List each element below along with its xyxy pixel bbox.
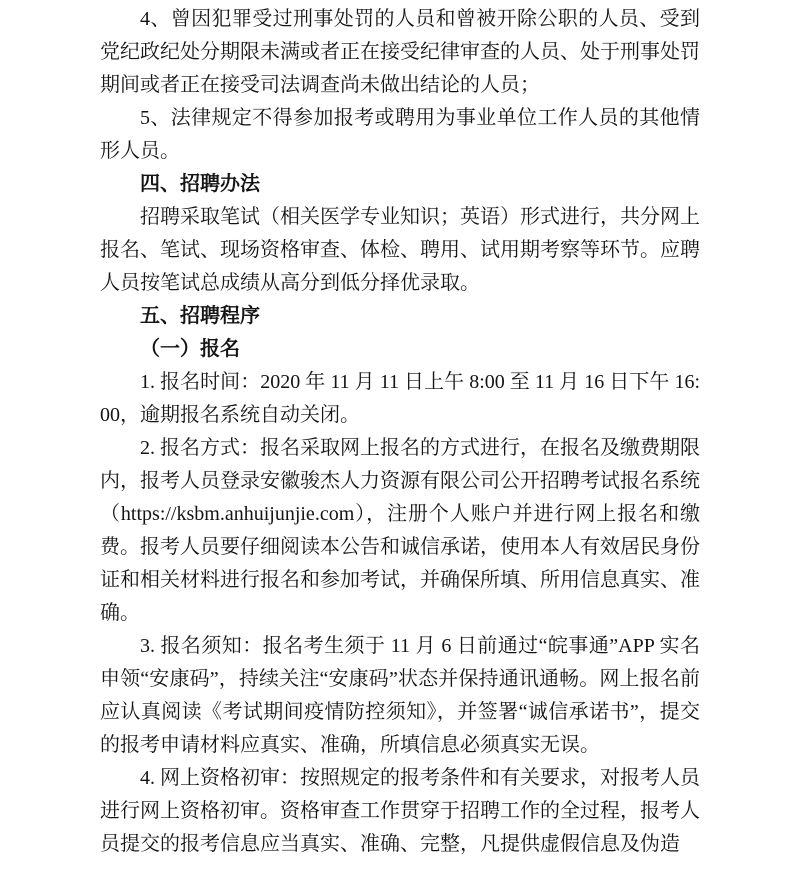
document-body (100, 0, 700, 861)
body-paragraph: 1. 报名时间：2020 年 11 月 11 日上午 8:00 至 11 月 16 日下午 16:00，逾期报名系统自动关闭。 (100, 371, 700, 426)
body-paragraph: 2. 报名方式：报名采取网上报名的方式进行，在报名及缴费期限内，报考人员登录安徽骏杰人力资源有限公司公开招聘考试报名系统（https://ksbm.anhuijunjie.com），注册个人账户并进行网上报名和缴费。报考人员要仔细阅读本公告和诚信承诺，使用本人有效居民身份证和相关材料进行报名和参加考试，并确保所填、所用信息真实、准确。 (100, 437, 700, 624)
body-paragraph: 3. 报名须知：报名考生须于 11 月 6 日前通过“皖事通”APP 实名申领“安康码”，持续关注“安康码”状态并保持通讯通畅。网上报名前应认真阅读《考试期间疫情防控须知》，并签署“诚信承诺书”，提交的报考申请材料应真实、准确，所填信息必须真实无误。 (100, 635, 700, 756)
heading-paragraph: （一）报名 (140, 338, 240, 360)
body-paragraph: 招聘采取笔试（相关医学专业知识；英语）形式进行，共分网上报名、笔试、现场资格审查、体检、聘用、试用期考察等环节。应聘人员按笔试总成绩从高分到低分择优录取。 (100, 206, 700, 294)
body-paragraph: 4、曾因犯罪受过刑事处罚的人员和曾被开除公职的人员、受到党纪政纪处分期限未满或者正在接受纪律审查的人员、处于刑事处罚期间或者正在接受司法调查尚未做出结论的人员； (100, 8, 700, 96)
body-paragraph: 5、法律规定不得参加报考或聘用为事业单位工作人员的其他情形人员。 (100, 107, 700, 162)
heading-paragraph: 五、招聘程序 (140, 305, 260, 327)
body-paragraph: 4. 网上资格初审：按照规定的报考条件和有关要求，对报考人员进行网上资格初审。资格审查工作贯穿于招聘工作的全过程，报考人员提交的报考信息应当真实、准确、完整，凡提供虚假信息及伪造 (100, 767, 700, 855)
heading-paragraph: 四、招聘办法 (140, 173, 260, 195)
